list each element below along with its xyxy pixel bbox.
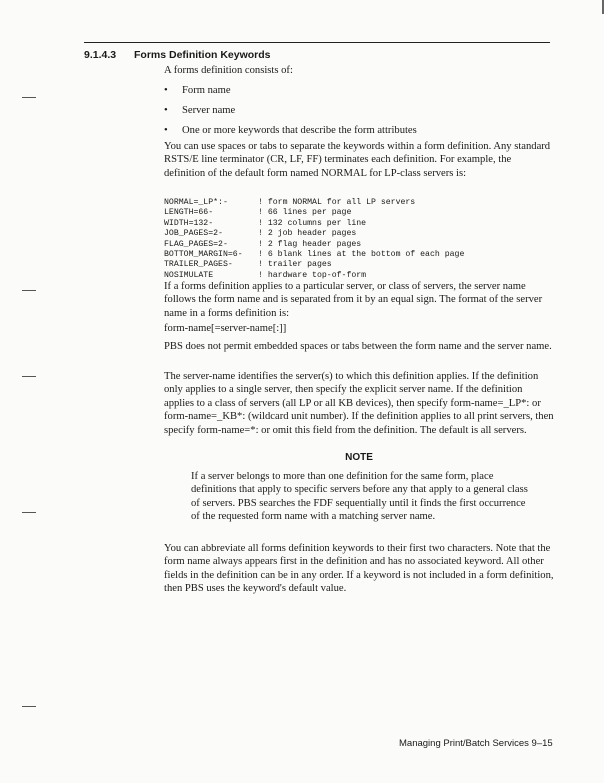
intro-text: A forms definition consists of: xyxy=(164,65,293,76)
binding-mark xyxy=(22,376,36,377)
page-footer: Managing Print/Batch Services 9–15 xyxy=(399,738,553,749)
paragraph-server-identifies: The server-name identifies the server(s) to which this definition applies. If the definition only applies to a single server, then specify the explicit server name. If the definition applies to a class of servers (all LP or all KB devices), then specify form-name=_LP*: or form-name=_KB*: (wildcard unit number). If the definition applies to all print servers, then specify form-name=*: or omit this field from the definition. The default is all servers. xyxy=(164,371,554,436)
syntax-line: form-name[=server-name[:]] xyxy=(164,323,287,334)
note-text: If a server belongs to more than one definition for the same form, place definitions that apply to specific servers before any that apply to a general class of servers. PBS searches the FDF sequentially until it finds the first occurrence of the requested form name with a matching server name. xyxy=(191,471,528,523)
binding-mark xyxy=(22,290,36,291)
binding-mark xyxy=(22,512,36,513)
paragraph-server-name: If a forms definition applies to a particular server, or class of servers, the server name follows the form name and is separated from it by an equal sign. The format of the server name in a forms definition is: xyxy=(164,281,543,319)
section-title: Forms Definition Keywords xyxy=(134,49,271,61)
section-rule xyxy=(84,42,550,43)
paragraph-separators: You can use spaces or tabs to separate the keywords within a form definition. Any standard RSTS/E line terminator (CR, LF, FF) terminates each definition. For example, the definition of the default form named NORMAL for LP-class servers is: xyxy=(164,141,551,179)
section-number: 9.1.4.3 xyxy=(84,49,117,61)
paragraph-no-spaces: PBS does not permit embedded spaces or tabs between the form name and the server name. xyxy=(164,341,552,352)
paragraph-abbreviate: You can abbreviate all forms definition keywords to their first two characters. Note that the form name always appears first in the definition and has no associated keyword. All other fields in the definition can be in any order. If a keyword is not included in a form definition, then PBS uses the keyword's default value. xyxy=(164,543,554,595)
note-heading: NOTE xyxy=(345,452,373,463)
binding-mark xyxy=(22,97,36,98)
binding-mark xyxy=(22,706,36,707)
